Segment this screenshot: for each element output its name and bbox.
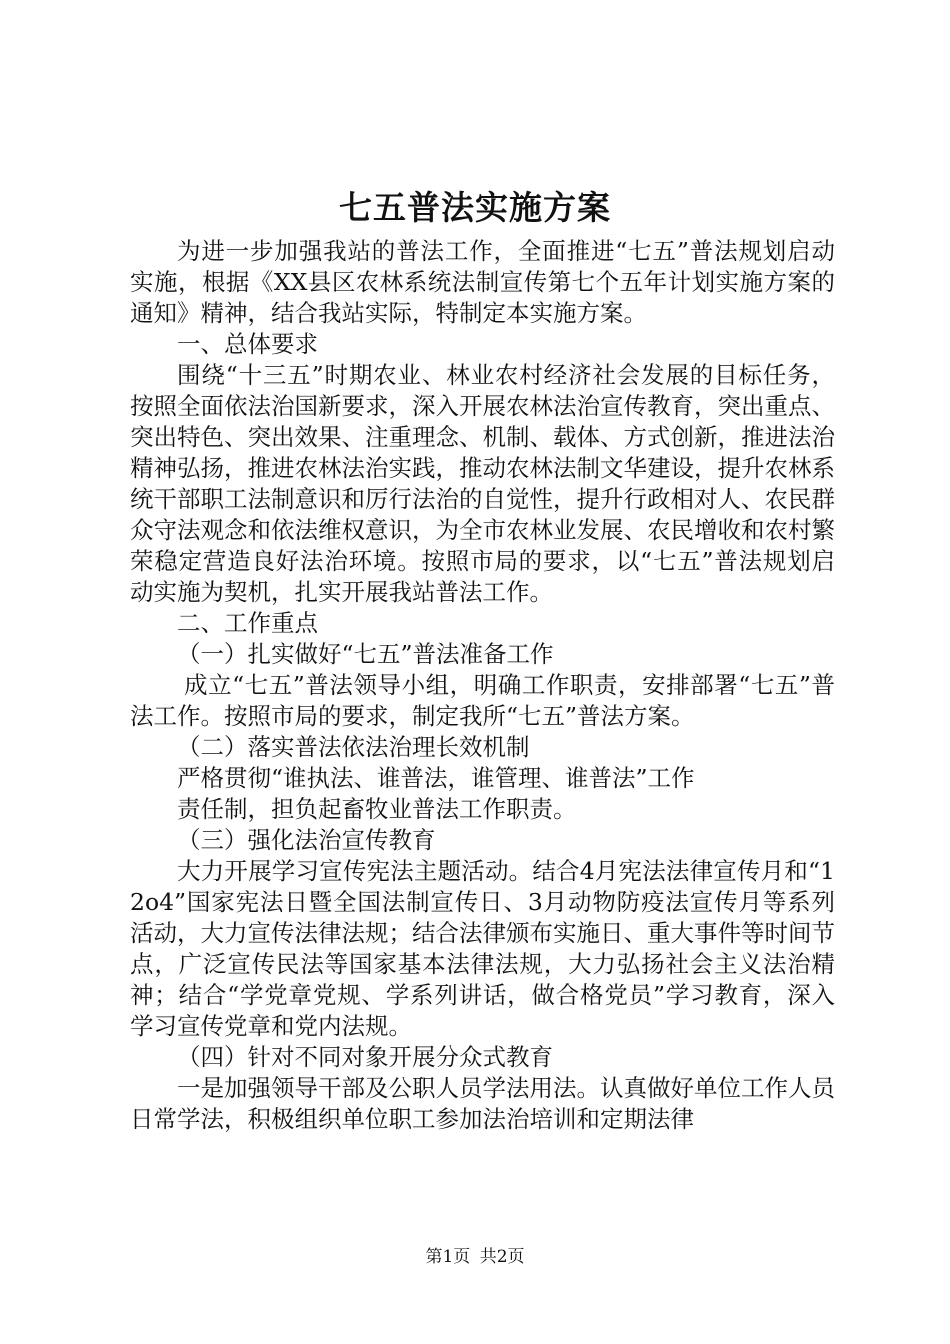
subsection-heading-3: （三）强化法治宣传教育 — [177, 826, 436, 854]
subsection-1-paragraph: 成立“七五”普法领导小组，明确工作职责，安排部署“七五”普法工作。按照市局的要求，制定我所“七五”普法方案。 — [130, 671, 835, 730]
general-requirements-paragraph: 围绕“十三五”时期农业、林业农村经济社会发展的目标任务，按照全面依法治国新要求，深入开展农林法治宣传教育，突出重点、突出特色、突出效果、注重理念、机制、载体、方式创新，推进法治精神弘扬，推进农林法治实践，推动农林法制文华建设，提升农林系统干部职工法制意识和厉行法治的自觉性，提升行政相对人、农民群众守法观念和依法维权意识，为全市农林业发展、农民增收和农村繁荣稳定营造良好法治环境。按照市局的要求，以“七五”普法规划启动实施为契机，扎实开展我站普法工作。 — [130, 361, 835, 606]
subsection-3-paragraph: 大力开展学习宣传宪法主题活动。结合4月宪法法律宣传月和“12o4”国家宪法日暨全国法制宣传日、3月动物防疫法宣传月等系列活动，大力宣传法律法规；结合法律颁布实施日、重大事件等时间节点，广泛宣传民法等国家基本法律法规，大力弘扬社会主义法治精神；结合“学党章党规、学系列讲话，做合格党员”学习教育，深入学习宣传党章和党内法规。 — [130, 857, 835, 1040]
document-body — [130, 236, 835, 1135]
subsection-2-line-2: 责任制，担负起畜牧业普法工作职责。 — [177, 795, 577, 823]
document-title: 七五普法实施方案 — [339, 188, 611, 227]
subsection-heading-1: （一）扎实做好“七五”普法准备工作 — [177, 640, 554, 668]
subsection-heading-2: （二）落实普法依法治理长效机制 — [177, 733, 530, 761]
subsection-heading-4: （四）针对不同对象开展分众式教育 — [177, 1043, 553, 1071]
intro-paragraph: 为进一步加强我站的普法工作，全面推进“七五”普法规划启动实施，根据《XX县区农林系统法制宣传第七个五年计划实施方案的通知》精神，结合我站实际，特制定本实施方案。 — [130, 237, 835, 327]
section-heading-focus: 二、工作重点 — [177, 609, 318, 637]
subsection-4-paragraph: 一是加强领导干部及公职人员学法用法。认真做好单位工作人员日常学法，积极组织单位职工参加法治培训和定期法律 — [130, 1074, 835, 1133]
page-footer — [0, 1245, 950, 1269]
section-heading-general: 一、总体要求 — [177, 330, 318, 358]
page-number: 第1页 — [425, 1247, 471, 1267]
subsection-2-line-1: 严格贯彻“谁执法、谁普法，谁管理、谁普法”工作 — [177, 764, 695, 792]
page-total: 共2页 — [479, 1247, 525, 1267]
